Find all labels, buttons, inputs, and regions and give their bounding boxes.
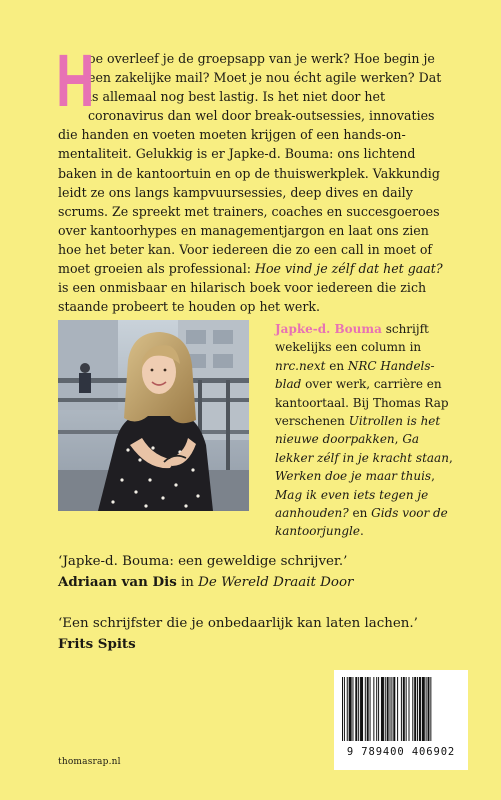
bio-text: over werk, carrière en kantoortaal. Bij Thomas Rap verschenen	[275, 377, 449, 429]
bio-newspaper: nrc.next	[275, 358, 326, 373]
barcode-bar	[381, 677, 384, 741]
barcode-bar	[342, 677, 343, 741]
bio-text: schrijft wekelijks een column in	[275, 322, 429, 355]
review-quote	[58, 552, 458, 593]
barcode-bar	[412, 677, 413, 741]
bio-book-title: Uitrollen is het nieuwe doorpakken	[275, 414, 441, 447]
barcode-bar	[401, 677, 402, 741]
quote-source: De Wereld Draait Door	[198, 575, 354, 590]
barcode-bar	[417, 677, 418, 741]
quote-author: Adriaan van Dis	[58, 574, 177, 590]
barcode-bar	[358, 677, 359, 741]
barcode-bar	[347, 677, 348, 741]
bio-newspaper: NRC Handels-blad	[275, 358, 435, 392]
bio-text: .	[359, 524, 364, 539]
barcode-bar	[367, 677, 369, 741]
barcode-bar	[360, 677, 363, 741]
quote-attribution	[58, 572, 458, 593]
publisher-url: thomasrap.nl	[58, 757, 121, 767]
quote-connector: in	[176, 575, 199, 590]
barcode-bar	[397, 677, 398, 741]
quote-author: Frits Spits	[58, 636, 136, 652]
barcode-bar	[409, 677, 410, 741]
isbn-number: 9 789400 406902	[346, 746, 456, 758]
isbn-barcode	[334, 670, 468, 770]
blurb-text-intro: oe overleef je de groepsapp van je werk? Hoe begin je een zakelijke mail? Moet je nou écht agile werken? Dat is allemaal nog best lastig. Is het niet door het coronavirus dan wel door break-outsessies, innovaties die handen en voeten moeten krijgen of een hands-on-mentaliteit. Gelukkig is er Japke-d. Bouma: ons lichtend baken in de kantoortuin en op de thuiswerkplek. Vakkundig leidt ze ons langs kampvuursessies, deep dives en daily scrums. Ze spreekt met trainers, coaches en succesgoeroes over kantoorhypes en managementjargon en laat ons zien hoe het beter kan. Voor iedereen die zo een call in moet of moet groeien als professional:	[58, 51, 442, 277]
bio-book-title: Mag ik even iets tegen je aanhouden?	[275, 487, 429, 521]
barcode-bar	[344, 677, 345, 741]
bio-book-title: Ga lekker zélf in je kracht staan	[275, 432, 449, 465]
bio-text: en	[348, 506, 372, 521]
review-quote	[58, 614, 458, 654]
barcode-bar	[390, 677, 391, 741]
barcode-bar	[378, 677, 379, 741]
barcode-bar	[370, 677, 371, 741]
barcode-bar	[355, 677, 357, 741]
barcode-bar	[422, 677, 425, 741]
barcode-bar	[428, 677, 430, 741]
barcode-bar	[376, 677, 377, 741]
blurb-paragraph	[56, 39, 450, 316]
barcode-bar	[391, 677, 392, 741]
bio-text: en	[325, 358, 348, 373]
bio-separator: ,	[431, 469, 435, 484]
blurb-text-outro: is een onmisbaar en hilarisch boek voor iedereen die zich staande probeert te houden op het werk.	[58, 280, 427, 315]
barcode-bar	[426, 677, 427, 741]
barcode-bar	[406, 677, 407, 741]
author-photo-image	[58, 320, 249, 511]
author-photo	[58, 320, 249, 511]
barcode-bar	[393, 677, 395, 741]
barcode-bar	[373, 677, 374, 741]
barcode-bar	[387, 677, 389, 741]
barcode-bar	[430, 677, 431, 741]
bio-separator: ,	[394, 432, 403, 447]
barcode-bar	[419, 677, 421, 741]
author-name: Japke-d. Bouma	[275, 322, 382, 336]
barcode-bar	[365, 677, 366, 741]
barcode-bar	[349, 677, 352, 741]
bio-book-title: Gids voor de kantoorjungle	[275, 506, 448, 539]
barcode-bars	[340, 677, 462, 743]
quote-text: ‘Japke-d. Bouma: een geweldige schrijver.’	[58, 554, 348, 569]
barcode-bar	[385, 677, 386, 741]
barcode-bar	[414, 677, 416, 741]
author-bio	[275, 320, 460, 541]
bio-separator: ,	[448, 450, 453, 465]
blurb-book-title: Hoe vind je zélf dat het gaat?	[254, 261, 443, 277]
quote-text: ‘Een schrijfster die je onbedaarlijk kan laten lachen.’	[58, 616, 418, 631]
barcode-bar	[352, 677, 353, 741]
barcode-bar	[403, 677, 405, 741]
drop-cap: H	[56, 39, 94, 122]
bio-book-title: Werken doe je maar thuis	[275, 469, 432, 484]
